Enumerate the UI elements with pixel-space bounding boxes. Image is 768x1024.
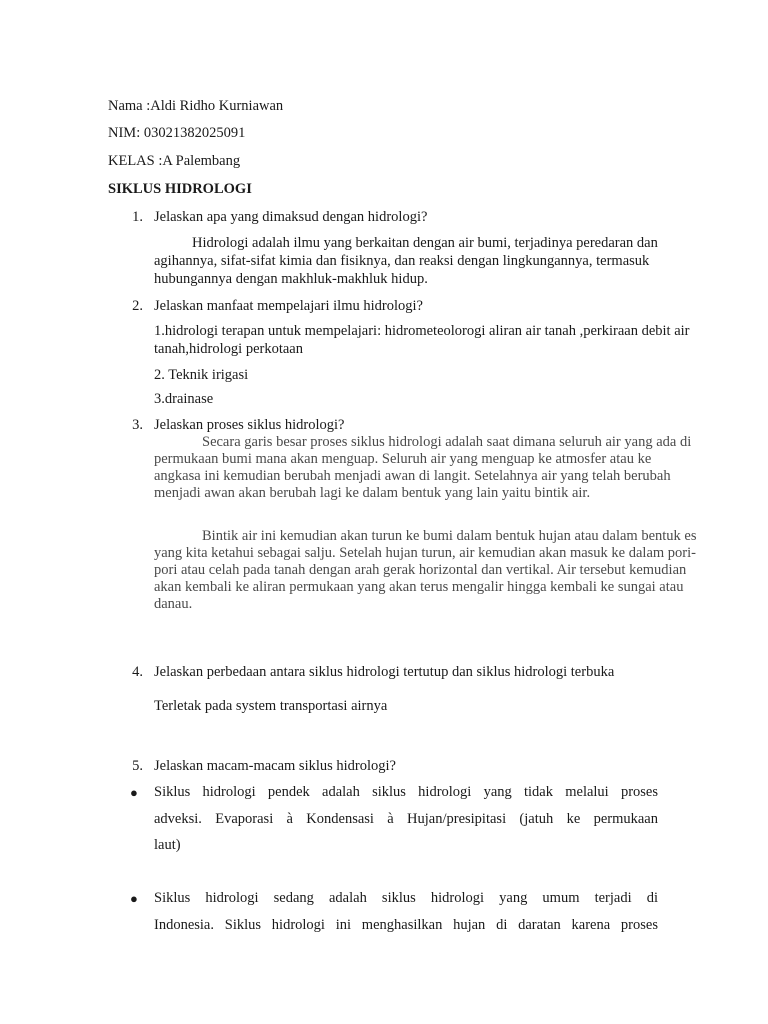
question-text: Jelaskan perbedaan antara siklus hidrologi tertutup dan siklus hidrologi terbuka [154, 664, 615, 680]
document-title: SIKLUS HIDROLOGI [108, 181, 252, 197]
student-nim: NIM: 03021382025091 [108, 125, 246, 141]
student-class: KELAS :A Palembang [108, 153, 241, 169]
answer-line: Terletak pada system transportasi airnya [154, 698, 388, 714]
answer-line: tanah,hidrologi perkotaan [154, 341, 303, 357]
question-number: 3. [132, 417, 143, 433]
bullet-icon: ● [130, 785, 138, 800]
answer-line: Siklus hidrologi pendek adalah siklus hidrologi yang tidak melalui proses [154, 784, 658, 800]
answer-line: hubungannya dengan makhluk-makhluk hidup. [154, 271, 428, 287]
question-number: 5. [132, 758, 143, 774]
answer-line: Bintik air ini kemudian akan turun ke bumi dalam bentuk hujan atau dalam bentuk es [202, 528, 697, 544]
answer-line: adveksi. Evaporasi à Kondensasi à Hujan/presipitasi (jatuh ke permukaan [154, 811, 658, 827]
answer-line: yang kita ketahui sebagai salju. Setelah hujan turun, air kemudian akan masuk ke dalam pori- [154, 545, 696, 561]
question-number: 4. [132, 664, 143, 680]
answer-line: 2. Teknik irigasi [154, 367, 249, 383]
answer-line: akan kembali ke aliran permukaan yang akan terus mengalir hingga kembali ke sungai atau [154, 579, 684, 595]
answer-line: danau. [154, 596, 193, 612]
bullet-icon: ● [130, 891, 138, 906]
question-number: 1. [132, 209, 143, 225]
student-name: Nama :Aldi Ridho Kurniawan [108, 98, 284, 114]
answer-line: pori atau celah pada tanah dengan arah gerak horizontal dan vertikal. Air tersebut kemudian [154, 562, 687, 578]
answer-line: Secara garis besar proses siklus hidrologi adalah saat dimana seluruh air yang ada di [202, 434, 692, 450]
answer-line: agihannya, sifat-sifat kimia dan fisiknya, dan reaksi dengan lingkungannya, termasuk [154, 253, 650, 269]
answer-line: 1.hidrologi terapan untuk mempelajari: hidrometeolorogi aliran air tanah ,perkiraan debit air [154, 323, 690, 339]
answer-line: Siklus hidrologi sedang adalah siklus hidrologi yang umum terjadi di [154, 890, 658, 906]
answer-line: permukaan bumi mana akan menguap. Seluruh air yang menguap ke atmosfer atau ke [154, 451, 652, 467]
question-text: Jelaskan macam-macam siklus hidrologi? [154, 758, 396, 774]
question-text: Jelaskan apa yang dimaksud dengan hidrologi? [154, 209, 428, 225]
answer-line: Hidrologi adalah ilmu yang berkaitan dengan air bumi, terjadinya peredaran dan [192, 235, 658, 251]
question-text: Jelaskan proses siklus hidrologi? [154, 417, 345, 433]
answer-line: menjadi awan akan berubah lagi ke dalam bentuk yang lain yaitu bintik air. [154, 485, 591, 501]
answer-line: laut) [154, 837, 181, 853]
question-number: 2. [132, 298, 143, 314]
answer-line: angkasa ini kemudian berubah menjadi awan di langit. Setelahnya air yang telah berubah [154, 468, 671, 484]
question-text: Jelaskan manfaat mempelajari ilmu hidrologi? [154, 298, 423, 314]
answer-line: Indonesia. Siklus hidrologi ini menghasilkan hujan di daratan karena proses [154, 917, 658, 933]
answer-line: 3.drainase [154, 391, 214, 407]
